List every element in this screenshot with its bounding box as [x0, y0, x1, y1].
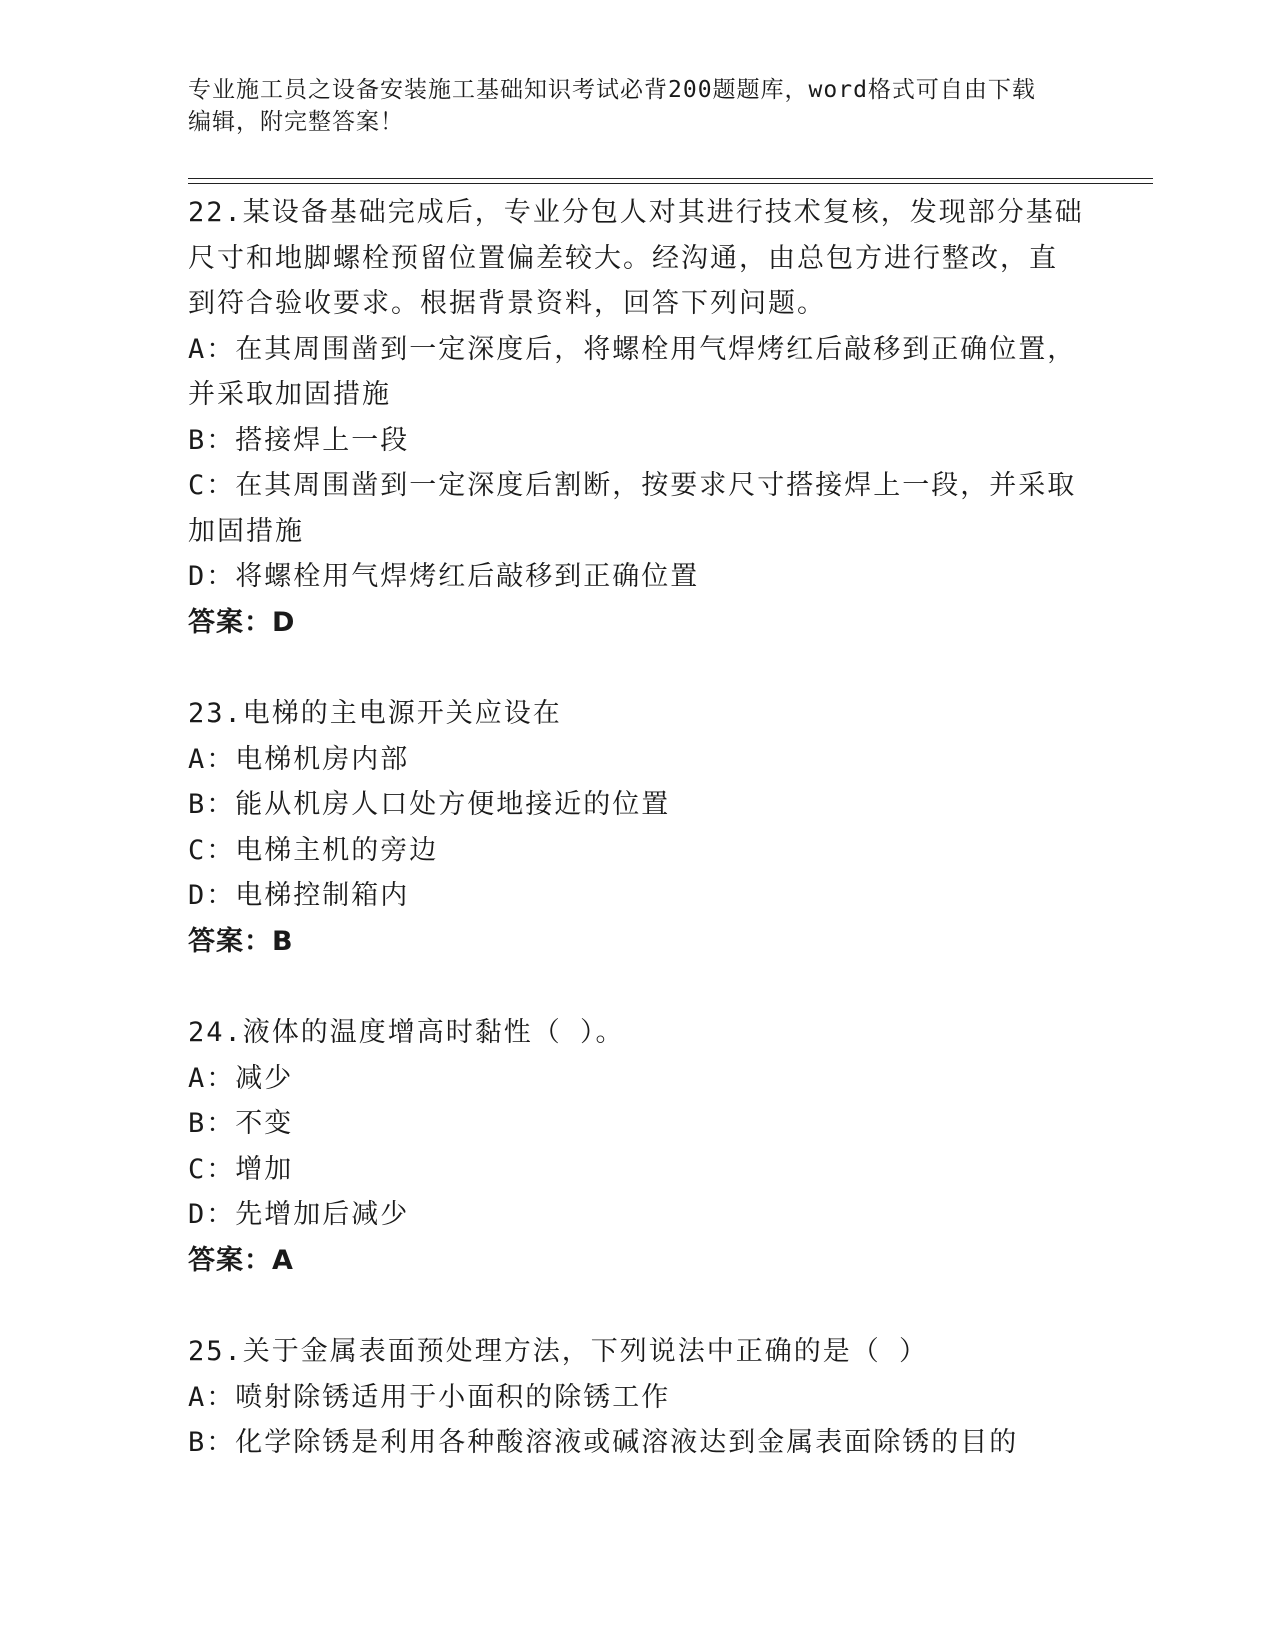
option-b-line: B：化学除锈是利用各种酸溶液或碱溶液达到金属表面除锈的目的 — [188, 1427, 1019, 1458]
option-d-line: D：电梯控制箱内 — [188, 880, 410, 911]
option-a-line: 并采取加固措施 — [188, 379, 391, 410]
question-stem-line: 22.某设备基础完成后，专业分包人对其进行技术复核，发现部分基础 — [188, 197, 1084, 228]
document-header — [188, 74, 1068, 138]
question-stem-line: 23.电梯的主电源开关应设在 — [188, 698, 562, 729]
option-c-line: C：增加 — [188, 1153, 294, 1185]
question-list — [188, 190, 1088, 1512]
question-25 — [188, 1329, 1088, 1466]
answer-line: 答案：B — [188, 925, 294, 957]
question-stem-line: 尺寸和地脚螺栓预留位置偏差较大。经沟通，由总包方进行整改，直 — [188, 242, 1058, 274]
option-b-line: B：搭接焊上一段 — [188, 424, 410, 456]
question-stem-line: 24.液体的温度增高时黏性（ ）。 — [188, 1017, 625, 1048]
option-a-line: A：在其周围凿到一定深度后，将螺栓用气焊烤红后敲移到正确位置， — [188, 333, 1077, 365]
option-a-line: A：喷射除锈适用于小面积的除锈工作 — [188, 1381, 671, 1413]
question-stem-line: 到符合验收要求。根据背景资料，回答下列问题。 — [188, 288, 826, 319]
answer-line: 答案：A — [188, 1244, 294, 1276]
option-a-line: A：减少 — [188, 1062, 294, 1094]
header-divider-top — [188, 178, 1153, 179]
header-line-1: 专业施工员之设备安装施工基础知识考试必背200题题库，word格式可自由下载 — [188, 77, 1036, 103]
option-c-line: 加固措施 — [188, 515, 304, 547]
question-stem-line: 25.关于金属表面预处理方法，下列说法中正确的是（ ） — [188, 1336, 929, 1367]
option-c-line: C：电梯主机的旁边 — [188, 834, 439, 866]
option-a-line: A：电梯机房内部 — [188, 743, 410, 775]
option-d-line: D：将螺栓用气焊烤红后敲移到正确位置 — [188, 561, 700, 592]
answer-line: 答案：D — [188, 606, 296, 638]
header-divider-bottom — [188, 183, 1153, 184]
option-d-line: D：先增加后减少 — [188, 1199, 410, 1230]
option-b-line: B：不变 — [188, 1108, 294, 1139]
question-23 — [188, 691, 1088, 964]
question-22 — [188, 190, 1088, 645]
question-24 — [188, 1010, 1088, 1283]
option-c-line: C：在其周围凿到一定深度后割断，按要求尺寸搭接焊上一段，并采取 — [188, 470, 1077, 501]
header-line-2: 编辑，附完整答案！ — [188, 109, 404, 135]
option-b-line: B：能从机房人口处方便地接近的位置 — [188, 789, 671, 820]
